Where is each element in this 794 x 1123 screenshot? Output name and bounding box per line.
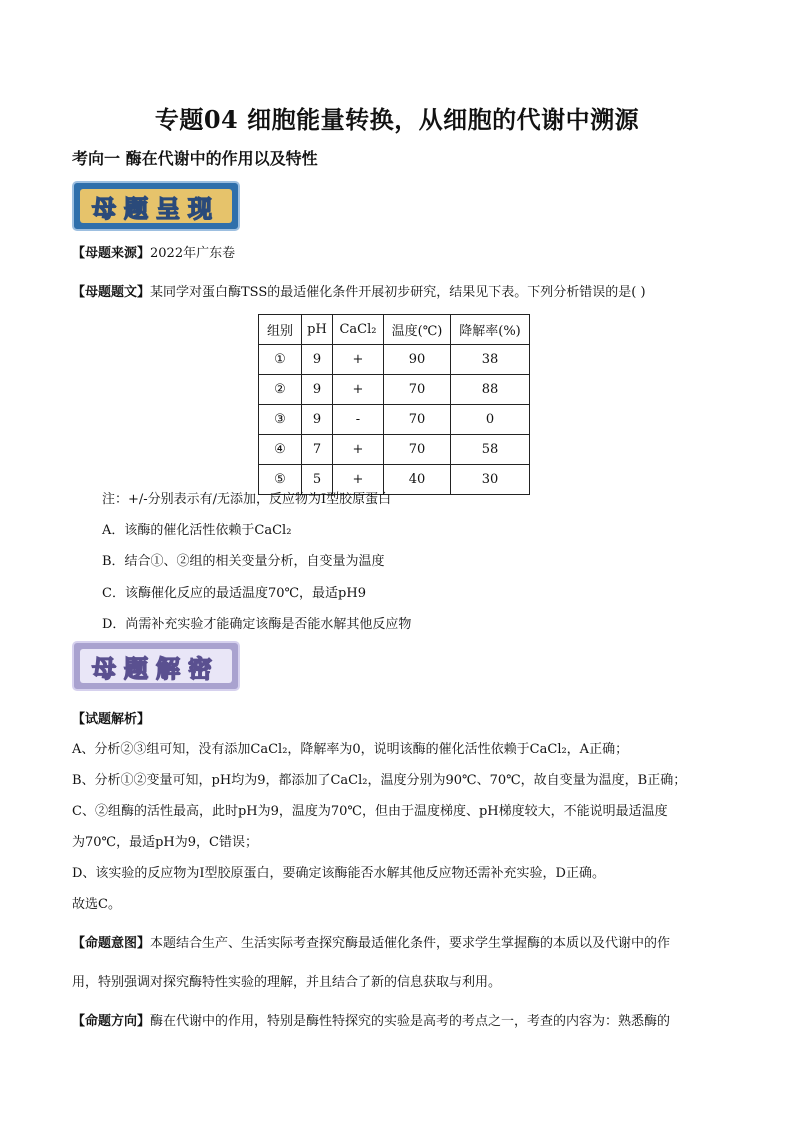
direction-line [72, 1010, 670, 1029]
analysis-tag: 【试题解析】 [72, 712, 151, 727]
table-cell: 40 [384, 465, 451, 495]
table-row [259, 375, 530, 405]
table-header: 温度(℃) [384, 315, 451, 345]
intent-text: 本题结合生产、生活实际考查探究酶最适催化条件，要求学生掌握酶的本质以及代谢中的作 [150, 936, 671, 951]
source-tag: 【母题来源】 [72, 246, 151, 261]
table-header: 降解率(%) [451, 315, 530, 345]
option-a: A．该酶的催化活性依赖于CaCl₂ [102, 523, 292, 538]
analysis-line: D、该实验的反应物为Ⅰ型胶原蛋白，要确定该酶能否水解其他反应物还需补充实验，D正确。 [72, 866, 605, 881]
question-tag: 【母题题文】 [72, 285, 151, 300]
banner-present [72, 181, 240, 231]
option-c: C．该酶催化反应的最适温度70℃，最适pH9 [102, 586, 366, 601]
table-cell: ③ [259, 405, 302, 435]
table-row [259, 435, 530, 465]
table-cell: 30 [451, 465, 530, 495]
source-text: 2022年广东卷 [150, 246, 236, 261]
source-line [72, 245, 235, 263]
data-table-wrap [258, 314, 530, 495]
table-cell: 7 [302, 435, 333, 465]
table-cell: ① [259, 345, 302, 375]
table-cell: 38 [451, 345, 530, 375]
direction-tag: 【命题方向】 [72, 1014, 151, 1029]
table-cell: 9 [302, 345, 333, 375]
table-cell: ⑤ [259, 465, 302, 495]
option-b: B．结合①、②组的相关变量分析，自变量为温度 [102, 554, 385, 569]
banner-solution [72, 641, 240, 691]
direction-text: 酶在代谢中的作用，特别是酶性特探究的实验是高考的考点之一，考查的内容为：熟悉酶的 [150, 1014, 671, 1029]
analysis-line: A、分析②③组可知，没有添加CaCl₂，降解率为0，说明该酶的催化活性依赖于CaCl₂，A正确； [72, 742, 629, 757]
data-table [258, 314, 530, 495]
table-cell: + [333, 435, 384, 465]
table-note: 注：+/-分别表示有/无添加，反应物为Ⅰ型胶原蛋白 [102, 492, 392, 507]
table-header: pH [302, 315, 333, 345]
table-cell: 0 [451, 405, 530, 435]
table-cell: + [333, 465, 384, 495]
intent-line-1 [72, 932, 670, 951]
analysis-line: 为70℃，最适pH为9，C错误； [72, 835, 258, 850]
question-line [72, 284, 646, 302]
table-cell: 70 [384, 375, 451, 405]
page-title: 专题04 细胞能量转换，从细胞的代谢中溯源 [154, 105, 640, 134]
table-cell: - [333, 405, 384, 435]
question-text: 某同学对蛋白酶TSS的最适催化条件开展初步研究，结果见下表。下列分析错误的是( ) [150, 285, 646, 300]
table-header: CaCl₂ [333, 315, 384, 345]
table-header: 组别 [259, 315, 302, 345]
analysis-line: 故选C。 [72, 897, 121, 912]
table-cell: ④ [259, 435, 302, 465]
intent-line-2: 用，特别强调对探究酶特性实验的理解，并且结合了新的信息获取与利用。 [72, 975, 502, 990]
option-d: D．尚需补充实验才能确定该酶是否能水解其他反应物 [102, 617, 412, 632]
banner-solution-label: 母题解密 [80, 649, 232, 683]
table-cell: 88 [451, 375, 530, 405]
table-cell: 58 [451, 435, 530, 465]
table-cell: 9 [302, 405, 333, 435]
table-cell: 90 [384, 345, 451, 375]
table-row [259, 405, 530, 435]
table-cell: 70 [384, 405, 451, 435]
table-cell: 70 [384, 435, 451, 465]
table-cell: + [333, 345, 384, 375]
table-cell: 5 [302, 465, 333, 495]
analysis-line: B、分析①②变量可知，pH均为9，都添加了CaCl₂，温度分别为90℃、70℃，故自变量为温度，B正确； [72, 773, 687, 788]
table-cell: 9 [302, 375, 333, 405]
table-cell: ② [259, 375, 302, 405]
analysis-line: C、②组酶的活性最高，此时pH为9，温度为70℃，但由于温度梯度、pH梯度较大，不能说明最适温度 [72, 804, 668, 819]
table-cell: + [333, 375, 384, 405]
table-row [259, 345, 530, 375]
table-header-row [259, 315, 530, 345]
intent-tag: 【命题意图】 [72, 936, 151, 951]
section-heading: 考向一 酶在代谢中的作用以及特性 [72, 149, 318, 168]
banner-present-label: 母题呈现 [80, 189, 232, 223]
